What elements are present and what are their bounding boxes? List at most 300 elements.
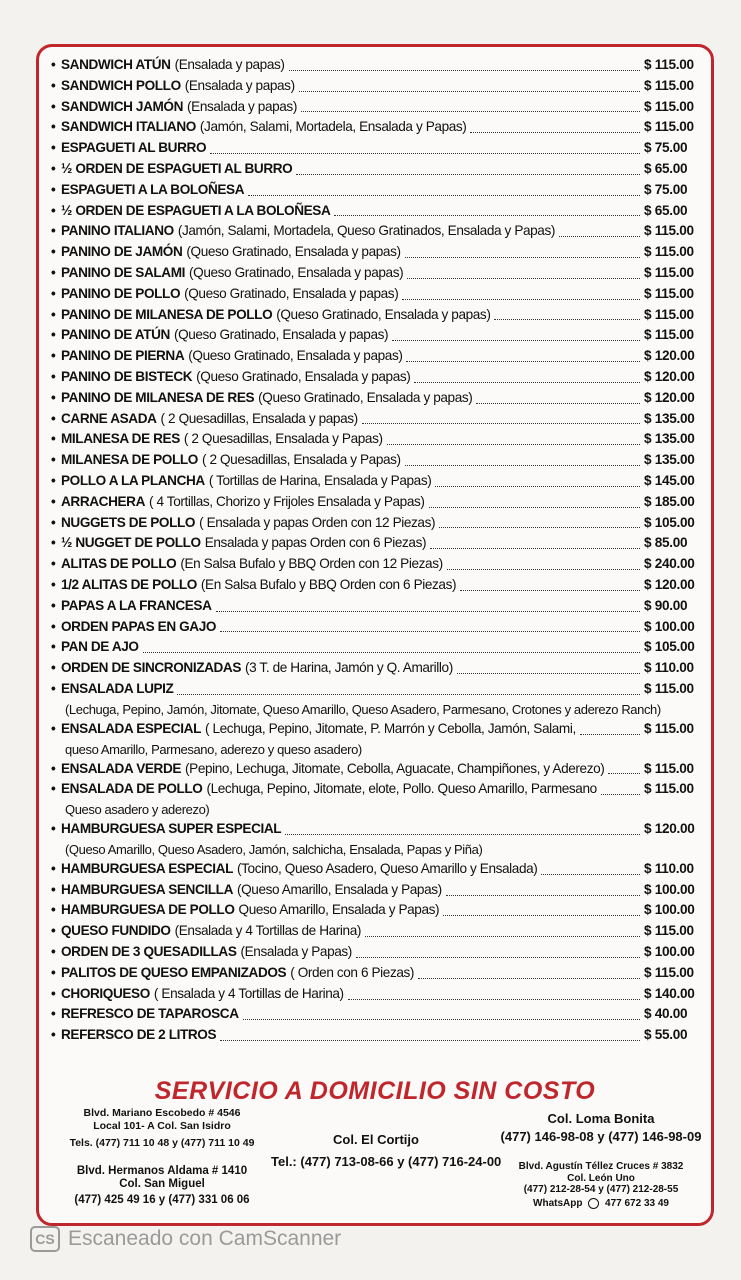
dot-leader bbox=[405, 257, 640, 258]
menu-item-description: (Ensalada y 4 Tortillas de Harina) bbox=[174, 923, 361, 939]
dot-leader bbox=[216, 611, 641, 612]
menu-item bbox=[51, 409, 706, 430]
menu-item bbox=[51, 880, 706, 901]
menu-item-name: ESPAGUETI AL BURRO bbox=[61, 140, 207, 156]
bullet-icon: • bbox=[51, 223, 56, 239]
menu-item bbox=[51, 617, 706, 638]
bullet-icon: • bbox=[51, 597, 56, 613]
menu-item-row bbox=[51, 367, 706, 388]
menu-item-price: $ 185.00 bbox=[644, 493, 695, 509]
menu-item-description: (Queso Gratinado, Ensalada y papas) bbox=[276, 306, 491, 322]
menu-item bbox=[51, 138, 706, 159]
branch-address: Blvd. Hermanos Aldama # 1410 bbox=[76, 1165, 248, 1177]
menu-item-name: HAMBURGUESA SUPER ESPECIAL bbox=[61, 821, 282, 837]
menu-item-description-cont: Queso asadero y aderezo) bbox=[65, 802, 210, 818]
bullet-icon: • bbox=[51, 140, 56, 156]
menu-item-row bbox=[51, 492, 706, 513]
dot-leader bbox=[406, 361, 640, 362]
branch-colony: Col. El Cortijo bbox=[333, 1132, 419, 1147]
bullet-icon: • bbox=[51, 923, 56, 939]
dot-leader bbox=[392, 340, 640, 341]
menu-item-name: POLLO A LA PLANCHA bbox=[61, 472, 205, 488]
menu-item bbox=[51, 679, 706, 719]
menu-item bbox=[51, 180, 706, 201]
menu-item bbox=[51, 97, 706, 118]
branch-loma-bonita bbox=[495, 1111, 707, 1145]
menu-item-price: $ 110.00 bbox=[644, 660, 694, 676]
menu-item-description: (Queso Gratinado, Ensalada y papas) bbox=[189, 264, 404, 280]
branch-phones: Tel.: (477) 713-08-66 y (477) 716-24-00 bbox=[271, 1154, 502, 1169]
menu-item-row bbox=[51, 719, 706, 740]
dot-leader bbox=[608, 773, 640, 774]
menu-item-price: $ 55.00 bbox=[644, 1027, 688, 1043]
bullet-icon: • bbox=[51, 472, 56, 488]
menu-item-price: $ 100.00 bbox=[644, 902, 695, 918]
menu-item-price: $ 105.00 bbox=[644, 514, 695, 530]
menu-item-description: ( Ensalada y 4 Tortillas de Harina) bbox=[153, 985, 344, 1001]
dot-leader bbox=[143, 652, 640, 653]
bullet-icon: • bbox=[51, 389, 56, 405]
dot-leader bbox=[301, 111, 640, 112]
menu-item-price: $ 75.00 bbox=[644, 181, 688, 197]
menu-item-name: SANDWICH POLLO bbox=[61, 77, 181, 93]
menu-item-row bbox=[51, 859, 706, 880]
bullet-icon: • bbox=[51, 556, 56, 572]
menu-item-price: $ 135.00 bbox=[644, 452, 695, 468]
menu-item-name: ESPAGUETI A LA BOLOÑESA bbox=[61, 181, 245, 197]
menu-item-name: HAMBURGUESA DE POLLO bbox=[61, 902, 235, 918]
menu-item-name: PAN DE AJO bbox=[61, 639, 139, 655]
menu-item-name: PAPAS A LA FRANCESA bbox=[61, 597, 212, 613]
menu-item-row bbox=[51, 617, 706, 638]
bullet-icon: • bbox=[51, 902, 56, 918]
bullet-icon: • bbox=[51, 244, 56, 260]
bullet-icon: • bbox=[51, 264, 56, 280]
menu-item bbox=[51, 263, 706, 284]
menu-item bbox=[51, 921, 706, 942]
menu-item-price: $ 115.00 bbox=[644, 57, 694, 72]
dot-leader bbox=[559, 236, 640, 237]
bullet-icon: • bbox=[51, 285, 56, 301]
branch-phones: (477) 212-28-54 y (477) 212-28-55 bbox=[523, 1184, 679, 1195]
branch-phones: (477) 425 49 16 y (477) 331 06 06 bbox=[74, 1194, 250, 1206]
menu-item bbox=[51, 367, 706, 388]
menu-item bbox=[51, 759, 706, 780]
menu-item-name: PANINO ITALIANO bbox=[61, 223, 174, 239]
bullet-icon: • bbox=[51, 1006, 56, 1022]
branch-aldama bbox=[57, 1165, 267, 1207]
bullet-icon: • bbox=[51, 821, 56, 837]
menu-item-row bbox=[51, 76, 706, 97]
menu-item-price: $ 100.00 bbox=[644, 881, 695, 897]
menu-item-name: PALITOS DE QUESO EMPANIZADOS bbox=[61, 964, 287, 980]
dot-leader bbox=[494, 319, 640, 320]
menu-item-price: $ 115.00 bbox=[644, 77, 694, 93]
bullet-icon: • bbox=[51, 985, 56, 1001]
menu-item-name: CHORIQUESO bbox=[61, 985, 150, 1001]
menu-item-name: CARNE ASADA bbox=[61, 410, 157, 426]
menu-item-description: ( Ensalada y papas Orden con 12 Piezas) bbox=[199, 514, 436, 530]
menu-item-row bbox=[51, 533, 706, 554]
delivery-banner: SERVICIO A DOMICILIO SIN COSTO bbox=[154, 1077, 596, 1105]
menu-item-price: $ 115.00 bbox=[644, 98, 694, 114]
menu-item-row bbox=[51, 880, 706, 901]
menu-item-row bbox=[51, 263, 706, 284]
menu-item-name: PANINO DE SALAMI bbox=[61, 264, 186, 280]
menu-item-name: ORDEN PAPAS EN GAJO bbox=[61, 618, 217, 634]
menu-item-row bbox=[51, 388, 706, 409]
menu-item-name: ENSALADA DE POLLO bbox=[61, 781, 203, 797]
menu-item-description-cont: (Queso Amarillo, Queso Asadero, Jamón, salchicha, Ensalada, Papas y Piña) bbox=[65, 841, 483, 857]
menu-item bbox=[51, 596, 706, 617]
whatsapp-icon bbox=[588, 1198, 599, 1209]
bullet-icon: • bbox=[51, 202, 56, 218]
dot-leader bbox=[443, 915, 640, 916]
menu-item-description: (3 T. de Harina, Jamón y Q. Amarillo) bbox=[245, 660, 453, 676]
bullet-icon: • bbox=[51, 77, 56, 93]
menu-item-row bbox=[51, 984, 706, 1005]
bullet-icon: • bbox=[51, 881, 56, 897]
dot-leader bbox=[418, 978, 640, 979]
menu-item-description: ( Orden con 6 Piezas) bbox=[290, 964, 415, 980]
menu-item-price: $ 90.00 bbox=[644, 597, 688, 613]
menu-item bbox=[51, 963, 706, 984]
menu-item-row bbox=[51, 554, 706, 575]
menu-item-name: HAMBURGUESA SENCILLA bbox=[61, 881, 233, 897]
menu-item bbox=[51, 242, 706, 263]
branch-address: Blvd. Mariano Escobedo # 4546 bbox=[83, 1107, 241, 1119]
menu-item-row bbox=[51, 117, 706, 138]
dot-leader bbox=[362, 423, 640, 424]
branch-cortijo bbox=[271, 1132, 502, 1170]
bullet-icon: • bbox=[51, 327, 56, 343]
menu-item-name: ARRACHERA bbox=[61, 493, 146, 509]
menu-item bbox=[51, 305, 706, 326]
menu-item-price: $ 140.00 bbox=[644, 985, 695, 1001]
menu-item-price: $ 115.00 bbox=[644, 327, 694, 343]
bullet-icon: • bbox=[51, 452, 56, 468]
dot-leader bbox=[460, 590, 640, 591]
menu-item-price: $ 40.00 bbox=[644, 1006, 688, 1022]
menu-item-description: (Queso Gratinado, Ensalada y papas) bbox=[196, 368, 411, 384]
dot-leader bbox=[429, 507, 640, 508]
bullet-icon: • bbox=[51, 306, 56, 322]
whatsapp-line bbox=[495, 1198, 707, 1210]
dot-leader bbox=[430, 548, 640, 549]
menu-item-price: $ 65.00 bbox=[644, 160, 688, 176]
menu-item-name: ENSALADA ESPECIAL bbox=[61, 720, 201, 736]
bullet-icon: • bbox=[51, 720, 56, 736]
menu-item-name: MILANESA DE POLLO bbox=[61, 452, 198, 468]
menu-item-row bbox=[51, 305, 706, 326]
menu-item-row bbox=[51, 900, 706, 921]
dot-leader bbox=[299, 91, 640, 92]
menu-item-description: ( 2 Quesadillas, Ensalada y Papas) bbox=[183, 431, 383, 447]
menu-item-name: SANDWICH ITALIANO bbox=[61, 119, 196, 135]
menu-item-row bbox=[51, 97, 706, 118]
bullet-icon: • bbox=[51, 160, 56, 176]
menu-item-description: (Queso Gratinado, Ensalada y papas) bbox=[186, 244, 401, 260]
branch-colony: Col. San Miguel bbox=[119, 1178, 205, 1190]
bullet-icon: • bbox=[51, 680, 56, 696]
menu-item-row bbox=[51, 409, 706, 430]
menu-item-row bbox=[51, 637, 706, 658]
bullet-icon: • bbox=[51, 410, 56, 426]
menu-item-name: PANINO DE MILANESA DE POLLO bbox=[61, 306, 273, 322]
menu-item-price: $ 115.00 bbox=[644, 923, 694, 939]
menu-item-name: MILANESA DE RES bbox=[61, 431, 180, 447]
menu-item-description: (Lechuga, Pepino, Jitomate, elote, Pollo. Queso Amarillo, Parmesano bbox=[206, 781, 597, 797]
bullet-icon: • bbox=[51, 514, 56, 530]
bullet-icon: • bbox=[51, 944, 56, 960]
menu-item-row bbox=[51, 658, 706, 679]
menu-item-description: (Pepino, Lechuga, Jitomate, Cebolla, Aguacate, Champiñones, y Aderezo) bbox=[185, 760, 605, 776]
menu-item-price: $ 115.00 bbox=[644, 285, 694, 301]
menu-item bbox=[51, 76, 706, 97]
menu-item-row bbox=[51, 138, 706, 159]
bullet-icon: • bbox=[51, 98, 56, 114]
menu-item-description: Ensalada y papas Orden con 6 Piezas) bbox=[204, 535, 427, 551]
menu-item-description: (En Salsa Bufalo y BBQ Orden con 6 Piezas) bbox=[200, 576, 457, 592]
dot-leader bbox=[387, 444, 640, 445]
menu-item-name: PANINO DE JAMÓN bbox=[61, 244, 183, 260]
menu-item bbox=[51, 429, 706, 450]
bullet-icon: • bbox=[51, 760, 56, 776]
menu-item-row bbox=[51, 596, 706, 617]
menu-item-price: $ 105.00 bbox=[644, 639, 695, 655]
menu-item-price: $ 85.00 bbox=[644, 535, 688, 551]
menu-item-description: ( Tortillas de Harina, Ensalada y Papas) bbox=[208, 472, 432, 488]
camscanner-watermark bbox=[30, 1226, 341, 1252]
menu-item-name: ½ NUGGET DE POLLO bbox=[61, 535, 201, 551]
menu-item-row bbox=[51, 1025, 706, 1046]
bullet-icon: • bbox=[51, 639, 56, 655]
whatsapp-label: WhatsApp bbox=[533, 1197, 583, 1209]
bullet-icon: • bbox=[51, 860, 56, 876]
menu-item-description: ( Lechuga, Pepino, Jitomate, P. Marrón y Cebolla, Jamón, Salami, bbox=[204, 720, 576, 736]
dot-leader bbox=[248, 195, 640, 196]
menu-item-price: $ 115.00 bbox=[644, 264, 694, 280]
menu-item-description: (Queso Gratinado, Ensalada y papas) bbox=[188, 348, 403, 364]
menu-item-row bbox=[51, 471, 706, 492]
menu-item-row bbox=[51, 429, 706, 450]
bullet-icon: • bbox=[51, 964, 56, 980]
menu-item-name: PANINO DE MILANESA DE RES bbox=[61, 389, 255, 405]
camscanner-logo-icon: CS bbox=[30, 1226, 60, 1252]
dot-leader bbox=[177, 694, 640, 695]
dot-leader bbox=[601, 794, 640, 795]
menu-item-row bbox=[51, 201, 706, 222]
menu-item-name: ORDEN DE SINCRONIZADAS bbox=[61, 660, 242, 676]
menu-item-description: (Queso Amarillo, Ensalada y Papas) bbox=[237, 881, 442, 897]
menu-item-row bbox=[51, 55, 706, 76]
menu-item-price: $ 115.00 bbox=[644, 720, 694, 736]
menu-item-name: ½ ORDEN DE ESPAGUETI AL BURRO bbox=[61, 160, 293, 176]
branch-escobedo bbox=[57, 1107, 267, 1150]
menu-item-price: $ 135.00 bbox=[644, 431, 695, 447]
dot-leader bbox=[476, 403, 640, 404]
branch-tellez bbox=[495, 1161, 707, 1209]
menu-item-name: ALITAS DE POLLO bbox=[61, 556, 177, 572]
dot-leader bbox=[457, 673, 640, 674]
branch-colony: Local 101- A Col. San Isidro bbox=[93, 1120, 231, 1132]
menu-item-name: ½ ORDEN DE ESPAGUETI A LA BOLOÑESA bbox=[61, 202, 331, 218]
menu-item-price: $ 115.00 bbox=[644, 119, 694, 135]
menu-item-name: HAMBURGUESA ESPECIAL bbox=[61, 860, 234, 876]
menu-item-price: $ 115.00 bbox=[644, 964, 694, 980]
menu-item-description: Queso Amarillo, Ensalada y Papas) bbox=[238, 902, 440, 918]
menu-item bbox=[51, 779, 706, 819]
menu-item-row bbox=[51, 779, 706, 800]
menu-item-description: ( 4 Tortillas, Chorizo y Frijoles Ensalada y Papas) bbox=[149, 493, 425, 509]
menu-item bbox=[51, 471, 706, 492]
dot-leader bbox=[348, 999, 640, 1000]
menu-item-row bbox=[51, 1004, 706, 1025]
dot-leader bbox=[447, 569, 640, 570]
dot-leader bbox=[296, 174, 640, 175]
menu-item-price: $ 115.00 bbox=[644, 781, 694, 797]
menu-item bbox=[51, 388, 706, 409]
menu-item bbox=[51, 201, 706, 222]
menu-item-description: (Ensalada y Papas) bbox=[240, 944, 352, 960]
menu-item-price: $ 115.00 bbox=[644, 306, 694, 322]
menu-item-row bbox=[51, 325, 706, 346]
menu-item-price: $ 110.00 bbox=[644, 860, 694, 876]
dot-leader bbox=[470, 132, 640, 133]
menu-item-price: $ 120.00 bbox=[644, 821, 695, 837]
dot-leader bbox=[220, 1040, 640, 1041]
branch-phones: (477) 146-98-08 y (477) 146-98-09 bbox=[500, 1129, 702, 1144]
menu-item bbox=[51, 1025, 706, 1046]
dot-leader bbox=[414, 382, 640, 383]
menu-item-description-cont: queso Amarillo, Parmesano, aderezo y queso asadero) bbox=[65, 741, 362, 757]
menu-item-name: NUGGETS DE POLLO bbox=[61, 514, 196, 530]
menu-item bbox=[51, 159, 706, 180]
menu-item-description: (Tocino, Queso Asadero, Queso Amarillo y Ensalada) bbox=[237, 860, 538, 876]
menu-item-row bbox=[51, 575, 706, 596]
menu-item-row bbox=[51, 942, 706, 963]
menu-item bbox=[51, 492, 706, 513]
bullet-icon: • bbox=[51, 57, 56, 72]
menu-item-row bbox=[51, 819, 706, 840]
menu-item-description: (Queso Gratinado, Ensalada y papas) bbox=[173, 327, 389, 343]
menu-item-description: (Ensalada y papas) bbox=[184, 77, 295, 93]
menu-item-row bbox=[51, 221, 706, 242]
dot-leader bbox=[446, 895, 640, 896]
menu-item-row bbox=[51, 921, 706, 942]
menu-item-row bbox=[51, 513, 706, 534]
menu-item bbox=[51, 533, 706, 554]
menu-item-description: (Jamón, Salami, Mortadela, Ensalada y Papas) bbox=[199, 119, 467, 135]
dot-leader bbox=[289, 70, 640, 71]
bullet-icon: • bbox=[51, 1027, 56, 1043]
menu-item bbox=[51, 819, 706, 859]
menu-item bbox=[51, 284, 706, 305]
menu-items-list bbox=[51, 55, 706, 1046]
menu-item bbox=[51, 658, 706, 679]
menu-item-name: SANDWICH ATÚN bbox=[61, 57, 171, 72]
bullet-icon: • bbox=[51, 535, 56, 551]
menu-item bbox=[51, 984, 706, 1005]
dot-leader bbox=[439, 527, 640, 528]
bullet-icon: • bbox=[51, 368, 56, 384]
menu-item-row bbox=[51, 450, 706, 471]
menu-item-name: 1/2 ALITAS DE POLLO bbox=[61, 576, 197, 592]
menu-item bbox=[51, 450, 706, 471]
menu-item-row bbox=[51, 679, 706, 700]
menu-item-price: $ 100.00 bbox=[644, 944, 695, 960]
dot-leader bbox=[210, 153, 640, 154]
menu-item-price: $ 240.00 bbox=[644, 556, 695, 572]
menu-item-name: QUESO FUNDIDO bbox=[61, 923, 171, 939]
whatsapp-number: 477 672 33 49 bbox=[605, 1197, 669, 1209]
menu-item-price: $ 115.00 bbox=[644, 680, 694, 696]
bullet-icon: • bbox=[51, 660, 56, 676]
menu-item bbox=[51, 942, 706, 963]
bullet-icon: • bbox=[51, 576, 56, 592]
menu-item bbox=[51, 55, 706, 76]
dot-leader bbox=[365, 936, 640, 937]
menu-item-name: PANINO DE BISTECK bbox=[61, 368, 193, 384]
menu-item-price: $ 115.00 bbox=[644, 223, 694, 239]
menu-item-name: ENSALADA VERDE bbox=[61, 760, 182, 776]
menu-item-description: (Jamón, Salami, Mortadela, Queso Gratinados, Ensalada y Papas) bbox=[177, 223, 555, 239]
menu-item bbox=[51, 575, 706, 596]
menu-item-price: $ 120.00 bbox=[644, 348, 695, 364]
menu-item-name: ORDEN DE 3 QUESADILLAS bbox=[61, 944, 237, 960]
menu-item-description-cont: (Lechuga, Pepino, Jamón, Jitomate, Queso Amarillo, Queso Asadero, Parmesano, Crotones y aderezo Ranch) bbox=[65, 701, 661, 717]
branch-colony: Col. León Uno bbox=[567, 1172, 635, 1184]
menu-item-description: (En Salsa Bufalo y BBQ Orden con 12 Piezas) bbox=[180, 556, 443, 572]
dot-leader bbox=[407, 278, 640, 279]
menu-item bbox=[51, 513, 706, 534]
menu-item-description: ( 2 Quesadillas, Ensalada y Papas) bbox=[201, 452, 401, 468]
branch-colony: Col. Loma Bonita bbox=[547, 1111, 655, 1126]
dot-leader bbox=[405, 465, 640, 466]
dot-leader bbox=[402, 299, 640, 300]
dot-leader bbox=[580, 734, 640, 735]
menu-item-description: ( 2 Quesadillas, Ensalada y papas) bbox=[160, 410, 358, 426]
menu-item-row bbox=[51, 180, 706, 201]
dot-leader bbox=[220, 631, 640, 632]
dot-leader bbox=[356, 957, 640, 958]
menu-item-price: $ 135.00 bbox=[644, 410, 695, 426]
menu-item bbox=[51, 117, 706, 138]
menu-item-description: (Queso Gratinado, Ensalada y papas) bbox=[258, 389, 473, 405]
menu-item bbox=[51, 554, 706, 575]
menu-item-price: $ 65.00 bbox=[644, 202, 688, 218]
menu-item bbox=[51, 719, 706, 759]
menu-item bbox=[51, 637, 706, 658]
menu-item-row bbox=[51, 159, 706, 180]
menu-item-price: $ 100.00 bbox=[644, 618, 695, 634]
dot-leader bbox=[541, 874, 640, 875]
menu-item-name: SANDWICH JAMÓN bbox=[61, 98, 184, 114]
dot-leader bbox=[435, 486, 640, 487]
branch-phones: Tels. (477) 711 10 48 y (477) 711 10 49 bbox=[69, 1137, 255, 1149]
menu-item-row bbox=[51, 759, 706, 780]
menu-item-price: $ 115.00 bbox=[644, 760, 694, 776]
menu-item bbox=[51, 1004, 706, 1025]
menu-item-name: REFERSCO DE 2 LITROS bbox=[61, 1027, 217, 1043]
menu-item-price: $ 120.00 bbox=[644, 576, 695, 592]
bullet-icon: • bbox=[51, 618, 56, 634]
menu-item-name: PANINO DE PIERNA bbox=[61, 348, 185, 364]
menu-item-price: $ 120.00 bbox=[644, 389, 695, 405]
menu-item-price: $ 115.00 bbox=[644, 244, 694, 260]
bullet-icon: • bbox=[51, 781, 56, 797]
branch-address: Blvd. Agustín Téllez Cruces # 3832 bbox=[518, 1161, 684, 1172]
